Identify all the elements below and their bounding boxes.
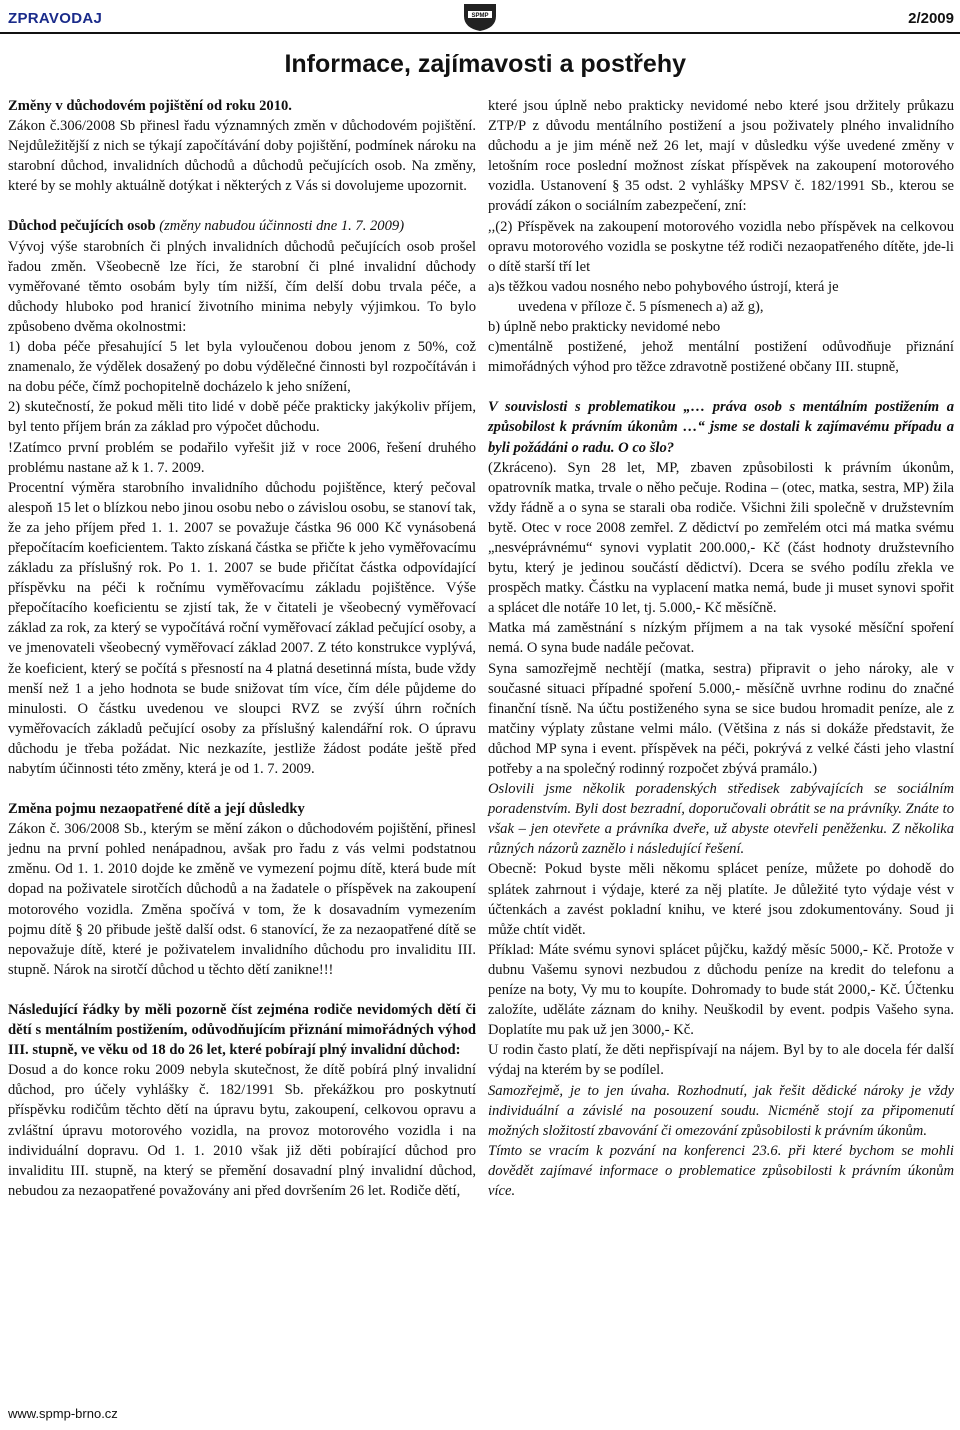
heading-dependent-child: Změna pojmu nezaopatřené dítě a její důsledky <box>8 801 305 818</box>
paragraph: Obecně: Pokud byste měli někomu splácet peníze, můžete po dohodě do splátek zahrnout i výdaje, které za něj platíte. Je důležité tyto výdaje vést v účtenkách a zavést pokladní knihu, ve které jsou zdokumentovány. Soud ji může chtít vidět. <box>488 861 954 938</box>
paragraph-bold: Následující řádky by měli pozorně číst zejména rodiče nevidomých dětí či dětí s mentálním postižením, odůvodňujícím přiznání mimořádných výhod III. stupně, ve věku od 18 do 26 let, které pobírají plný invalidní důchod: <box>8 1001 476 1059</box>
paragraph: U rodin často platí, že děti nepřispívají na nájem. Byl by to ale docela fér další výdaj na kterém by se podílel. <box>488 1042 954 1079</box>
paragraph: ,,(2) Příspěvek na zakoupení motorového vozidla nebo příspěvek na celkovou opravu motorového vozidla se poskytne též rodiči nezaopatřeného dítěte, jde-li o dítě starší tří let <box>488 218 954 275</box>
svg-text:SPMP: SPMP <box>471 13 489 19</box>
list-item: a)s těžkou vadou nosného nebo pohybového ústrojí, která je <box>488 278 839 295</box>
page-header <box>0 0 960 80</box>
footer-url[interactable]: www.spmp-brno.cz <box>8 1406 118 1421</box>
paragraph-italic: Samozřejmě, je to jen úvaha. Rozhodnutí, jak řešit dědické nároky je vždy individuální a závislé na posouzení soudu. Nicméně stojí za připomenutí možných složitostí zbavování či omezování způsobilosti k právním úkonům. <box>488 1082 954 1139</box>
paragraph-italic: Oslovili jsme několik poradenských středisek zabývajících se sociálním poradenstvím. Byli dost bezradní, doporučovali obrátit se na právníky. Znáte to však – jen otevřete a právníka dveře, už abyste otevřeli peněženku. Z několika různých názorů zaznělo i následující řešení. <box>488 781 954 858</box>
section-title: Informace, zajímavosti a postřehy <box>284 50 686 78</box>
heading-carer-pension: Důchod pečujících osob (změny nabudou účinnosti dne 1. 7. 2009) <box>8 218 405 235</box>
paragraph: Zákon č.306/2008 Sb přinesl řadu významných změn v důchodovém pojištění. Nejdůležitější z nich se týkají započítávání doby pojištění, podmínek nároku na starobní důchod, invalidních důchodů a důchodů pečujících osob. Na změny, které by se mohly aktuálně dotýkat i některých z Vás si dovolujeme upozornit. <box>8 118 476 195</box>
paragraph-italic: Tímto se vracím k pozvání na konferenci 23.6. při které bychom se mohli dovědět zajímavé informace o problematice způsobilosti k právním úkonům více. <box>488 1142 954 1199</box>
paragraph: Procentní výměra starobního invalidního důchodu pojištěnce, který pečoval alespoň 15 let o blízkou nebo jinou osobu nebo o závislou osobu, se stanoví tak, že za jeho příjem před 1. 1. 2007 se považuje částka 96 000 Kč vynásobená přepočítacím koeficientem. Takto získaná částka se přičte k jeho vyměřovacímu základu za příslušný rok. Po 1. 1. 2007 se bude přičítat částka odpovídající příspěvku na péči k ročnímu vyměřovacímu základu pojištěnce. Výše přepočítacího koeficientu se zjistí tak, že v čitateli je všeobecný vyměřovací základ za rok, za který se vypočítává roční vyměřovací základ pečující osoby, a ve jmenovateli všeobecný vyměřovací základ 2007. Z této konstrukce vyplývá, že koeficient, který se počítá s přesností na 4 platná desetinná místa, bude vždy menší než 1 a jeho hodnota se bude snižovat tím více, čím déle půjdeme do minulosti. O částku uvedenou ve sloupci RVZ se zvýší úhrn ročních vyměřovacích základů pečující osoby za příslušný kalendářní rok. O úpravu důchodu je třeba požádat. Nic nezkazíte, jestliže žádost podáte ještě před nabytím účinnosti této změny, která je od 1. 7. 2009. <box>8 479 476 777</box>
spmp-logo-icon <box>462 2 498 32</box>
list-item: uvedena v příloze č. 5 písmenech a) až g), <box>518 298 764 315</box>
heading-pension-changes: Změny v důchodovém pojištění od roku 2010. <box>8 98 292 114</box>
paragraph: (Zkráceno). Syn 28 let, MP, zbaven způsobilosti k právním úkonům, opatrovník matka, trvale o něho pečuje. Rodina – (otec, matka, sestra, MP) žila vždy řádně a o syna se starali oba rodiče. Všichni žili společně v družstevním bytě. Otec v roce 2008 zemřel. Z dědictví po zemřelém otci má matka svému „nesvéprávnému“ synovi vyplatit 200.000,- Kč (část hodnoty družstevního bytu, který je jedinou součástí dědictví). Dcera se svého podílu zřekla ve prospěch matky. Částku na vyplacení matka nemá, bude ji muset synovi spořit a splácet dle notáře 10 let, tj. 5.000,- Kč měsíčně. <box>488 459 954 617</box>
paragraph: které jsou úplně nebo prakticky nevidomé nebo které jsou držitely průkazu ZTP/P z důvodu mentálního postižení a jsou poživately plného invalidního důchodu a je jim méně než 26 let, mají v důsledku výše uvedené změny v letošním roce poslední možnost získat příspěvek na zakoupení motorového vozidla. Ustanovení § 35 odst. 2 vyhlášky MPSV č. 182/1991 Sb., kterou se provádí zákon o sociálním zabezpečení, zní: <box>488 98 954 215</box>
list-item: c)mentálně postižené, jehož mentální postižení odůvodňuje přiznání mimořádných výhod pro těžce zdravotně postižené občany III. stupně, <box>488 339 954 376</box>
paragraph: Vývoj výše starobních či plných invalidních důchodů pečujících osob prošel řadou změn. Všeobecně lze říci, že starobní či plné invalidní důchody vyměřované těmto osobám byly tím nižší, čím delší dobu trvala péče, a důchody hluboko pod hranicí životního minima nebyly výjimkou. To bylo způsobeno dvěma okolnostmi: <box>8 238 476 335</box>
paragraph: Dosud a do konce roku 2009 nebyla skutečnost, že dítě pobírá plný invalidní důchod, pro účely vyhlášky č. 182/1991 Sb. překážkou pro poskytnutí příspěvku rodičům těchto dětí na úpravu bytu, zakoupení, celkovou opravu a zvláštní úpravu motorového vozidla, na provoz motorového vozidla i na individuální dopravu. Od 1. 1. 2010 však již děti pobírající důchod pro invaliditu III. stupně, na který se přemění dosavadní plný invalidní důchod, nebudou za nezaopatřené považovány ani před dovršením 26 let. Rodiče dětí, <box>8 1062 476 1199</box>
paragraph: Syna samozřejmě nechtějí (matka, sestra) připravit o jeho nároky, ale v současné situaci případné spoření 5.000,- měsíčně uvrhne rodinu do značné finanční tísně. Na účtu postiženého syna se sice budou hromadit peníze, ale z matčiny výplaty zůstane velmi málo. (Většina z nás si dokáže představit, že důchod MP syna i event. příspěvek na péči, pokrývá z velké části jeho vlastní potřeby a na společný rodinný rozpočet zbývá pramálo.) <box>488 660 954 777</box>
paragraph: 1) doba péče přesahující 5 let byla vyloučenou dobou jenom z 50%, což znamenalo, že výdělek dosažený po dobu výdělečné činnosti byl rozpočítáván i na dobu péče, čímž pochopitelně docházelo k jeho snížení, <box>8 339 476 396</box>
paragraph: !Zatímco první problém se podařilo vyřešit již v roce 2006, řešení druhého problému nastane až k 1. 7. 2009. <box>8 439 476 476</box>
right-column <box>488 96 954 1201</box>
header-rule <box>0 32 960 34</box>
paragraph: Zákon č. 306/2008 Sb., kterým se mění zákon o důchodovém pojištění, přinesl jednu na první pohled nenápadnou, avšak pro řadu z vás velmi podstatnou změnu. Od 1. 1. 2010 dojde ke změně ve vymezení pojmu dítě, která bude mít dopad na poživatele sirotčích důchodů a na žadatele o příspěvek na zakoupení motorového vozidla. Změna spočívá v tom, že k dosavadním vymezením pojmu dítě § 20 přibude ještě další odst. 6 stanovící, že za nezaopatřené dítě se nepovažuje dítě, které je poživatelem invalidního důchodu pro invaliditu III. stupně. Nárok na sirotčí důchod u těchto dětí zanikne!!! <box>8 821 476 978</box>
paragraph: Příklad: Máte svému synovi splácet půjčku, každý měsíc 5000,- Kč. Protože v dubnu Vašemu synovi nezbudou z důchodu peníze na kredit do telefonu a peníze na boty, Vy mu to koupíte. Dohromady to bude stát 2000,- Kč. Účtenku založíte, uděláte záznam do knihy. Neuškodil by event. podpis Vašeho syna. Doplatíte mu pak už jen 3000,- Kč. <box>488 941 954 1039</box>
issue-number: 2/2009 <box>908 10 954 27</box>
paragraph-bold-italic: V souvislosti s problematikou „… práva osob s mentálním postižením a způsobilost k právním úkonům …“ jsme se dostali k zajímavému případu a byli požádáni o radu. O co šlo? <box>488 399 954 456</box>
left-column <box>8 96 476 1201</box>
list-item: b) úplně nebo prakticky nevidomé nebo <box>488 319 721 336</box>
paragraph: Matka má zaměstnání s nízkým příjmem a na tak vysoké měsíční spoření nemá. O syna bude nadále pečovat. <box>488 620 954 657</box>
paragraph: 2) skutečností, že pokud měli tito lidé v době péče prakticky jakýkoliv příjem, byl tento příjem brán za základ pro výpočet důchodu. <box>8 399 476 436</box>
masthead-title: ZPRAVODAJ <box>8 10 103 27</box>
